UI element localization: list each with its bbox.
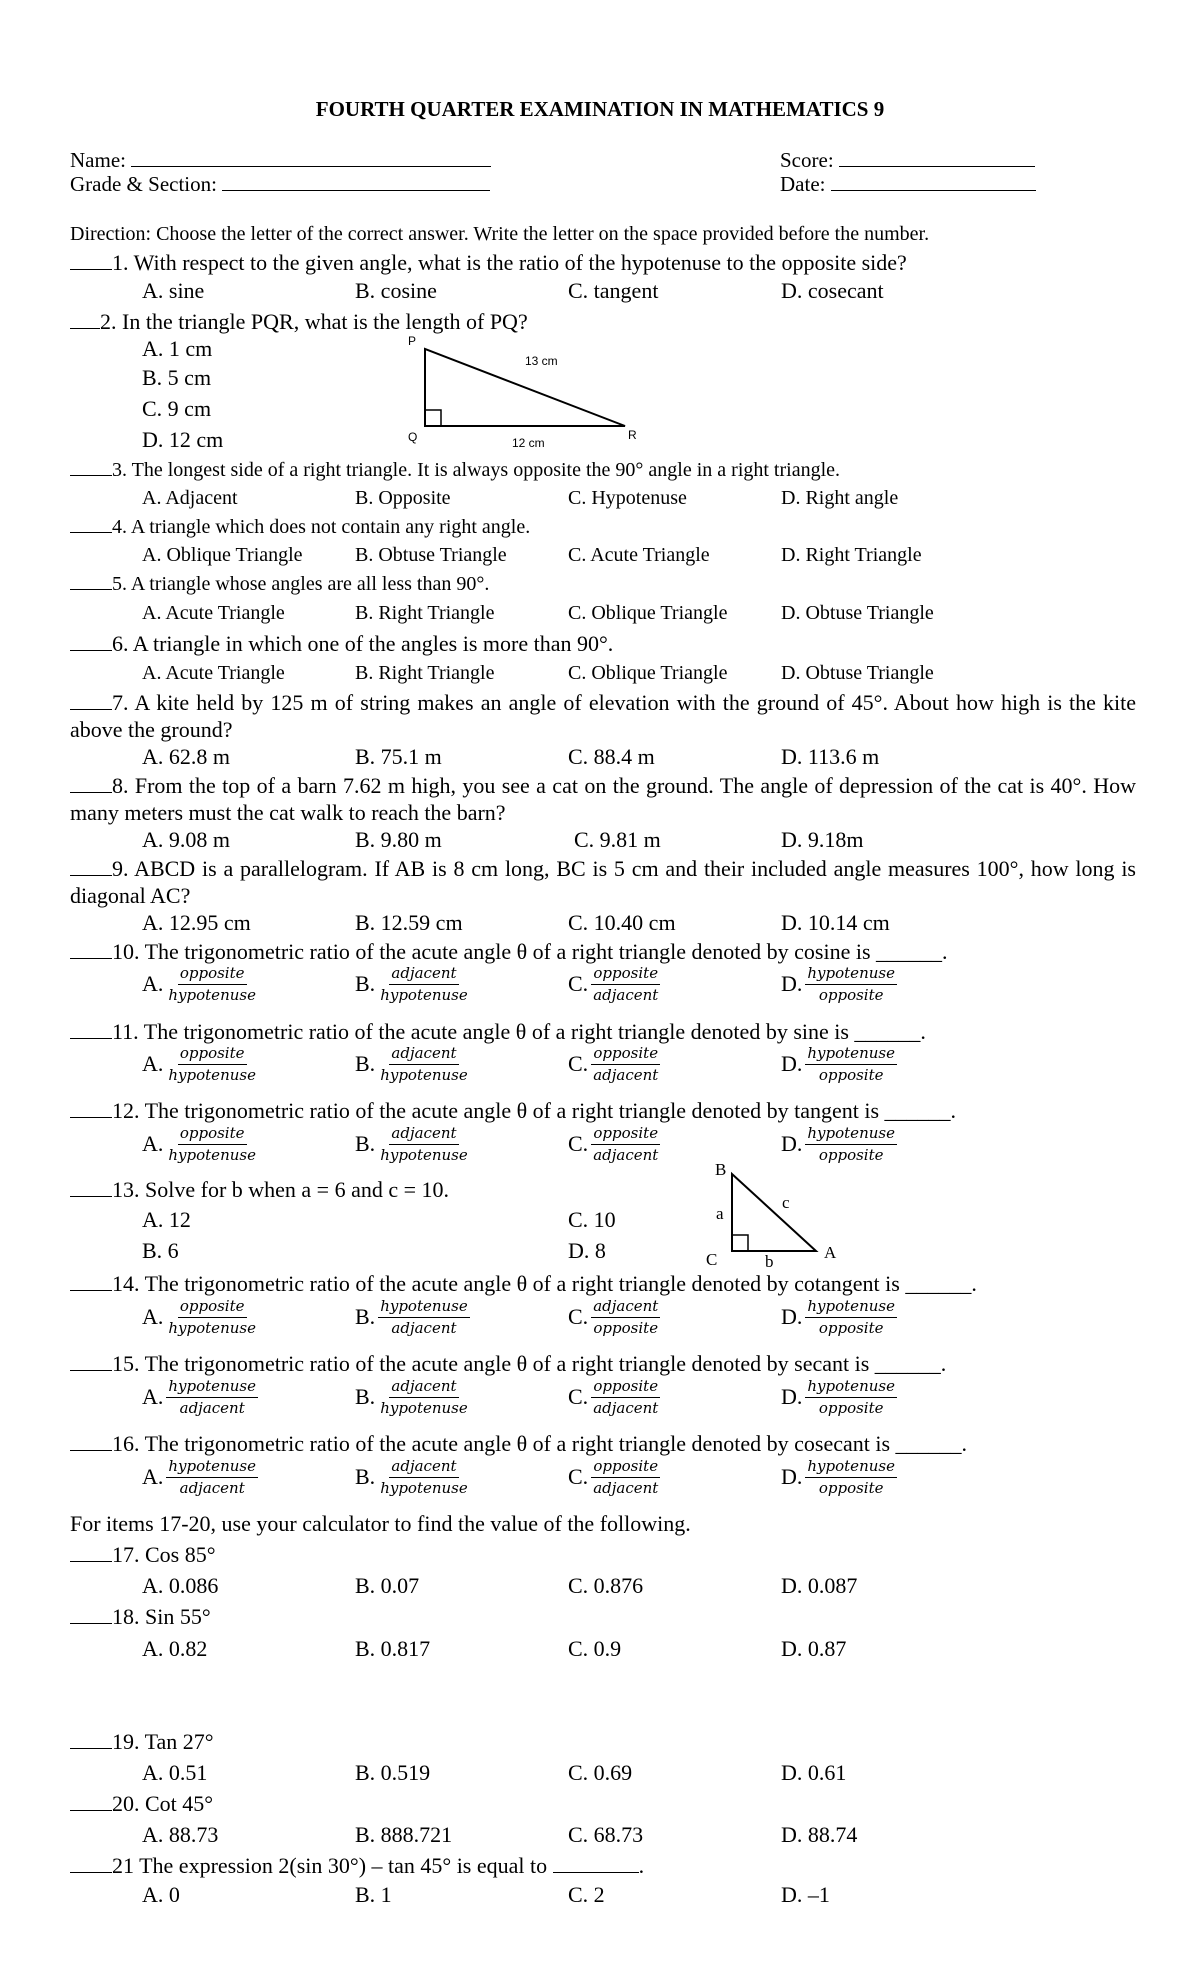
question-text: 4. A triangle which does not contain any right angle. bbox=[112, 516, 531, 538]
choice-c: C. 0.876 bbox=[568, 1573, 644, 1598]
fraction bbox=[805, 966, 897, 1003]
name-line[interactable] bbox=[131, 149, 491, 167]
denominator: adjacent bbox=[179, 1399, 245, 1417]
side-a-label: a bbox=[716, 1204, 724, 1223]
fraction bbox=[378, 1299, 470, 1336]
choice-a bbox=[142, 1299, 258, 1336]
choice-label: A. bbox=[142, 1464, 164, 1490]
fraction bbox=[591, 966, 660, 1003]
fraction bbox=[591, 1046, 660, 1083]
choice-label: C. bbox=[568, 1304, 589, 1330]
choice-label: B. bbox=[355, 1131, 376, 1157]
choice-c: C. tangent bbox=[568, 278, 659, 303]
name-field bbox=[70, 148, 491, 173]
fraction bbox=[591, 1126, 660, 1163]
choice-b: B. 9.80 m bbox=[355, 827, 442, 852]
question-text: 1. With respect to the given angle, what is the ratio of the hypotenuse to the opposite side? bbox=[112, 250, 907, 275]
answer-blank[interactable] bbox=[70, 252, 112, 270]
numerator: opposite bbox=[178, 1126, 247, 1145]
numerator: adjacent bbox=[389, 1046, 458, 1065]
denominator: opposite bbox=[818, 1146, 884, 1164]
numerator: opposite bbox=[591, 966, 660, 985]
triangle-pqr-figure bbox=[395, 333, 655, 453]
question-5 bbox=[70, 572, 1136, 596]
grade-section-field bbox=[70, 172, 490, 197]
question-text: 17. Cos 85° bbox=[112, 1542, 216, 1567]
choice-d bbox=[781, 1459, 897, 1496]
denominator: adjacent bbox=[593, 986, 659, 1004]
hypotenuse-label: 13 cm bbox=[525, 354, 558, 368]
choice-c: C. Hypotenuse bbox=[568, 487, 687, 509]
choice-c: C. 9.81 m bbox=[574, 827, 661, 852]
numerator: adjacent bbox=[389, 1379, 458, 1398]
score-line[interactable] bbox=[839, 149, 1035, 167]
question-text: 2. In the triangle PQR, what is the length of PQ? bbox=[100, 309, 528, 334]
numerator: hypotenuse bbox=[805, 1126, 897, 1145]
vertex-a-label: A bbox=[824, 1243, 837, 1262]
answer-blank[interactable] bbox=[70, 572, 112, 590]
question-6 bbox=[70, 631, 1136, 657]
choice-c bbox=[568, 1379, 660, 1416]
numerator: hypotenuse bbox=[805, 966, 897, 985]
question-text: 12. The trigonometric ratio of the acute angle θ of a right triangle denoted by tangent is ______. bbox=[112, 1098, 957, 1123]
fraction bbox=[805, 1299, 897, 1336]
side-c-label: c bbox=[782, 1193, 790, 1212]
choice-d: D. Right angle bbox=[781, 487, 899, 509]
date-label: Date: bbox=[780, 172, 826, 196]
choice-c: C. 2 bbox=[568, 1882, 605, 1907]
choice-c: C. Oblique Triangle bbox=[568, 662, 728, 684]
choice-label: C. bbox=[568, 1051, 589, 1077]
choice-b: B. Obtuse Triangle bbox=[355, 544, 507, 566]
fraction bbox=[378, 966, 470, 1003]
choice-label: C. bbox=[568, 1384, 589, 1410]
choice-b: B. 12.59 cm bbox=[355, 910, 463, 935]
choice-a: A. 0.82 bbox=[142, 1636, 208, 1661]
answer-blank[interactable] bbox=[70, 1273, 112, 1291]
denominator: adjacent bbox=[593, 1399, 659, 1417]
denominator: adjacent bbox=[593, 1066, 659, 1084]
choice-a bbox=[142, 1379, 258, 1416]
answer-blank[interactable] bbox=[70, 458, 112, 476]
question-text: 9. ABCD is a parallelogram. If AB is 8 cm long, BC is 5 cm and their included angle measures 100°, how long is diagonal AC? bbox=[70, 856, 1136, 908]
choice-b: B. 1 bbox=[355, 1882, 392, 1907]
choice-b: B. 0.817 bbox=[355, 1636, 431, 1661]
grade-section-label: Grade & Section: bbox=[70, 172, 217, 196]
question-text: 21 The expression 2(sin 30°) – tan 45° is equal to bbox=[112, 1853, 548, 1878]
choice-a: A. 0.51 bbox=[142, 1760, 208, 1785]
choice-label: D. bbox=[781, 1131, 803, 1157]
right-angle-mark bbox=[732, 1235, 748, 1251]
choice-b bbox=[355, 1299, 470, 1336]
fraction bbox=[378, 1046, 470, 1083]
choice-label: D. bbox=[781, 1464, 803, 1490]
choice-label: A. bbox=[142, 1131, 164, 1157]
question-text: 20. Cot 45° bbox=[112, 1791, 214, 1816]
choice-label: B. bbox=[355, 1051, 376, 1077]
triangle-abc-figure bbox=[700, 1158, 860, 1270]
choice-a: A. Oblique Triangle bbox=[142, 544, 303, 566]
choice-c: C. Acute Triangle bbox=[568, 544, 710, 566]
numerator: hypotenuse bbox=[805, 1046, 897, 1065]
denominator: hypotenuse bbox=[380, 1146, 468, 1164]
choice-a bbox=[142, 966, 258, 1003]
numerator: hypotenuse bbox=[378, 1299, 470, 1318]
denominator: adjacent bbox=[593, 1146, 659, 1164]
answer-blank[interactable] bbox=[70, 515, 112, 533]
question-20 bbox=[70, 1791, 1136, 1817]
date-field bbox=[780, 172, 1036, 197]
numerator: hypotenuse bbox=[805, 1299, 897, 1318]
question-text: 13. Solve for b when a = 6 and c = 10. bbox=[112, 1177, 450, 1202]
numerator: opposite bbox=[591, 1459, 660, 1478]
choice-a: A. Acute Triangle bbox=[142, 662, 285, 684]
choice-b: B. 0.519 bbox=[355, 1760, 431, 1785]
calculator-instruction: For items 17-20, use your calculator to find the value of the following. bbox=[70, 1511, 691, 1536]
fraction bbox=[378, 1459, 470, 1496]
choice-label: C. bbox=[568, 971, 589, 997]
answer-blank[interactable] bbox=[70, 692, 112, 710]
choice-label: D. bbox=[781, 1384, 803, 1410]
choice-b: B. Right Triangle bbox=[355, 662, 495, 684]
choice-c: C. 0.9 bbox=[568, 1636, 622, 1661]
choice-a: A. 88.73 bbox=[142, 1822, 219, 1847]
choice-a: A. sine bbox=[142, 278, 205, 303]
vertex-c-label: C bbox=[706, 1250, 718, 1269]
choice-c bbox=[568, 966, 660, 1003]
question-text: 14. The trigonometric ratio of the acute angle θ of a right triangle denoted by cotangent is ______. bbox=[112, 1271, 977, 1296]
choice-c: C. 0.69 bbox=[568, 1760, 633, 1785]
numerator: adjacent bbox=[389, 1459, 458, 1478]
answer-blank[interactable] bbox=[70, 858, 112, 876]
date-line[interactable] bbox=[831, 173, 1036, 191]
answer-blank[interactable] bbox=[70, 633, 112, 651]
choice-a: A. 9.08 m bbox=[142, 827, 230, 852]
question-text: 19. Tan 27° bbox=[112, 1729, 214, 1754]
choice-d: D. 88.74 bbox=[781, 1822, 858, 1847]
choice-label: B. bbox=[355, 1384, 376, 1410]
choice-d: D. cosecant bbox=[781, 278, 884, 303]
answer-blank[interactable] bbox=[70, 1353, 112, 1371]
choice-c bbox=[568, 1126, 660, 1163]
question-text: 18. Sin 55° bbox=[112, 1604, 211, 1629]
score-label: Score: bbox=[780, 148, 834, 172]
choice-label: A. bbox=[142, 1304, 164, 1330]
fraction bbox=[166, 966, 258, 1003]
question-4 bbox=[70, 515, 1136, 539]
question-13 bbox=[70, 1177, 1136, 1203]
denominator: opposite bbox=[818, 1479, 884, 1497]
choice-c bbox=[568, 1046, 660, 1083]
denominator: adjacent bbox=[391, 1319, 457, 1337]
choice-label: A. bbox=[142, 1384, 164, 1410]
denominator: opposite bbox=[818, 1066, 884, 1084]
numerator: adjacent bbox=[389, 1126, 458, 1145]
choice-b: B. 0.07 bbox=[355, 1573, 420, 1598]
vertex-p-label: P bbox=[408, 334, 417, 348]
choice-d: D. Right Triangle bbox=[781, 544, 922, 566]
question-11 bbox=[70, 1019, 1136, 1045]
answer-blank[interactable] bbox=[70, 1179, 112, 1197]
choice-a bbox=[142, 1459, 258, 1496]
question-8 bbox=[70, 772, 1136, 826]
right-angle-mark bbox=[425, 410, 441, 426]
denominator: opposite bbox=[593, 1319, 659, 1337]
question-7 bbox=[70, 689, 1136, 743]
denominator: opposite bbox=[818, 1399, 884, 1417]
fraction bbox=[805, 1046, 897, 1083]
choice-d bbox=[781, 966, 897, 1003]
numerator: hypotenuse bbox=[166, 1459, 258, 1478]
choice-a bbox=[142, 1046, 258, 1083]
choice-d: D. 0.087 bbox=[781, 1573, 858, 1598]
choice-b: B. 6 bbox=[142, 1238, 179, 1263]
question-19 bbox=[70, 1729, 1136, 1755]
choice-d: D. 9.18m bbox=[781, 827, 864, 852]
fraction bbox=[591, 1299, 660, 1336]
denominator: hypotenuse bbox=[380, 986, 468, 1004]
choice-label: C. bbox=[568, 1464, 589, 1490]
choice-c: C. 9 cm bbox=[142, 396, 212, 421]
fill-in-blank[interactable] bbox=[553, 1855, 639, 1873]
denominator: hypotenuse bbox=[168, 1319, 256, 1337]
question-text: 10. The trigonometric ratio of the acute angle θ of a right triangle denoted by cosine is ______. bbox=[112, 939, 948, 964]
base-label: 12 cm bbox=[512, 436, 545, 450]
fraction bbox=[805, 1379, 897, 1416]
choice-label: A. bbox=[142, 971, 164, 997]
choice-b bbox=[355, 966, 470, 1003]
question-text: 11. The trigonometric ratio of the acute angle θ of a right triangle denoted by sine is ______. bbox=[112, 1019, 926, 1044]
exam-title: FOURTH QUARTER EXAMINATION IN MATHEMATICS 9 bbox=[315, 97, 885, 121]
choice-d: D. 0.87 bbox=[781, 1636, 847, 1661]
vertex-b-label: B bbox=[715, 1160, 727, 1179]
answer-blank[interactable] bbox=[70, 1433, 112, 1451]
question-17 bbox=[70, 1542, 1136, 1568]
question-text: 5. A triangle whose angles are all less than 90°. bbox=[112, 573, 490, 595]
choice-a: A. 1 cm bbox=[142, 336, 213, 361]
answer-blank[interactable] bbox=[70, 1021, 112, 1039]
question-text: 7. A kite held by 125 m of string makes an angle of elevation with the ground of 45°. About how high is the kite above the ground? bbox=[70, 690, 1136, 742]
grade-section-line[interactable] bbox=[222, 173, 490, 191]
choice-d: D. 10.14 cm bbox=[781, 910, 890, 935]
question-10 bbox=[70, 939, 1136, 965]
denominator: hypotenuse bbox=[168, 986, 256, 1004]
fraction bbox=[378, 1126, 470, 1163]
question-16 bbox=[70, 1431, 1136, 1457]
answer-blank[interactable] bbox=[70, 775, 112, 793]
choice-c: C. 88.4 m bbox=[568, 744, 655, 769]
choice-label: B. bbox=[355, 1304, 376, 1330]
question-text: 15. The trigonometric ratio of the acute angle θ of a right triangle denoted by secant is ______. bbox=[112, 1351, 947, 1376]
numerator: opposite bbox=[591, 1126, 660, 1145]
fraction bbox=[805, 1459, 897, 1496]
denominator: opposite bbox=[818, 986, 884, 1004]
numerator: adjacent bbox=[591, 1299, 660, 1318]
choice-d: D. 8 bbox=[568, 1238, 606, 1263]
choice-b bbox=[355, 1379, 470, 1416]
denominator: adjacent bbox=[179, 1479, 245, 1497]
answer-blank[interactable] bbox=[70, 311, 100, 329]
choice-d: D. Obtuse Triangle bbox=[781, 602, 934, 624]
choice-b: B. 888.721 bbox=[355, 1822, 453, 1847]
choice-label: D. bbox=[781, 971, 803, 997]
choice-d: D. 113.6 m bbox=[781, 744, 880, 769]
choice-b: B. cosine bbox=[355, 278, 437, 303]
answer-blank[interactable] bbox=[70, 1731, 112, 1749]
answer-blank[interactable] bbox=[70, 1100, 112, 1118]
side-b-label: b bbox=[765, 1252, 774, 1270]
question-1 bbox=[70, 250, 1136, 276]
numerator: opposite bbox=[591, 1379, 660, 1398]
fraction bbox=[166, 1459, 258, 1496]
choice-c: C. 68.73 bbox=[568, 1822, 644, 1847]
answer-blank[interactable] bbox=[70, 1606, 112, 1624]
choice-d: D. –1 bbox=[781, 1882, 830, 1907]
choice-label: D. bbox=[781, 1051, 803, 1077]
choice-label: D. bbox=[781, 1304, 803, 1330]
question-text: 16. The trigonometric ratio of the acute angle θ of a right triangle denoted by cosecant is ______. bbox=[112, 1431, 968, 1456]
question-end-period: . bbox=[638, 1853, 645, 1878]
choice-a: A. Acute Triangle bbox=[142, 602, 285, 624]
choice-b bbox=[355, 1459, 470, 1496]
choice-label: C. bbox=[568, 1131, 589, 1157]
fraction bbox=[378, 1379, 470, 1416]
fraction bbox=[166, 1046, 258, 1083]
name-label: Name: bbox=[70, 148, 126, 172]
choice-a: A. 62.8 m bbox=[142, 744, 230, 769]
vertex-q-label: Q bbox=[408, 430, 418, 444]
answer-blank[interactable] bbox=[70, 941, 112, 959]
vertex-r-label: R bbox=[628, 428, 637, 442]
choice-c bbox=[568, 1299, 660, 1336]
choice-c bbox=[568, 1459, 660, 1496]
question-12 bbox=[70, 1098, 1136, 1124]
answer-blank[interactable] bbox=[70, 1544, 112, 1562]
answer-blank[interactable] bbox=[70, 1855, 112, 1873]
choice-a: A. 12 bbox=[142, 1207, 191, 1232]
fraction bbox=[166, 1126, 258, 1163]
choice-a: A. Adjacent bbox=[142, 487, 238, 509]
numerator: opposite bbox=[591, 1046, 660, 1065]
numerator: opposite bbox=[178, 966, 247, 985]
choice-b bbox=[355, 1046, 470, 1083]
numerator: hypotenuse bbox=[805, 1379, 897, 1398]
denominator: adjacent bbox=[593, 1479, 659, 1497]
question-text: 8. From the top of a barn 7.62 m high, you see a cat on the ground. The angle of depression of the cat is 40°. How many meters must the cat walk to reach the barn? bbox=[70, 773, 1136, 825]
denominator: hypotenuse bbox=[168, 1146, 256, 1164]
choice-a bbox=[142, 1126, 258, 1163]
choice-label: B. bbox=[355, 971, 376, 997]
numerator: adjacent bbox=[389, 966, 458, 985]
choice-c: C. 10.40 cm bbox=[568, 910, 676, 935]
denominator: hypotenuse bbox=[380, 1479, 468, 1497]
choice-b: B. 5 cm bbox=[142, 365, 212, 390]
question-14 bbox=[70, 1271, 1136, 1297]
directions: Direction: Choose the letter of the correct answer. Write the letter on the space provided before the number. bbox=[70, 223, 930, 245]
numerator: hypotenuse bbox=[166, 1379, 258, 1398]
denominator: hypotenuse bbox=[380, 1066, 468, 1084]
score-field bbox=[780, 148, 1035, 173]
denominator: hypotenuse bbox=[168, 1066, 256, 1084]
question-3 bbox=[70, 458, 1136, 482]
numerator: opposite bbox=[178, 1046, 247, 1065]
choice-b: B. 75.1 m bbox=[355, 744, 442, 769]
fraction bbox=[591, 1459, 660, 1496]
choice-c: C. Oblique Triangle bbox=[568, 602, 728, 624]
question-9 bbox=[70, 855, 1136, 909]
question-21 bbox=[70, 1853, 1136, 1879]
question-text: 3. The longest side of a right triangle. It is always opposite the 90° angle in a right triangle. bbox=[112, 459, 841, 481]
fraction bbox=[166, 1299, 258, 1336]
answer-blank[interactable] bbox=[70, 1793, 112, 1811]
numerator: opposite bbox=[178, 1299, 247, 1318]
choice-c: C. 10 bbox=[568, 1207, 616, 1232]
choice-a: A. 0.086 bbox=[142, 1573, 219, 1598]
choice-label: B. bbox=[355, 1464, 376, 1490]
choice-label: A. bbox=[142, 1051, 164, 1077]
question-text: 6. A triangle in which one of the angles is more than 90°. bbox=[112, 631, 614, 656]
question-15 bbox=[70, 1351, 1136, 1377]
choice-b: B. Opposite bbox=[355, 487, 451, 509]
denominator: hypotenuse bbox=[380, 1399, 468, 1417]
choice-b: B. Right Triangle bbox=[355, 602, 495, 624]
choice-a: A. 12.95 cm bbox=[142, 910, 251, 935]
choice-d bbox=[781, 1379, 897, 1416]
choice-b bbox=[355, 1126, 470, 1163]
denominator: opposite bbox=[818, 1319, 884, 1337]
choice-d: D. Obtuse Triangle bbox=[781, 662, 934, 684]
question-18 bbox=[70, 1604, 1136, 1630]
choice-a: A. 0 bbox=[142, 1882, 180, 1907]
numerator: hypotenuse bbox=[805, 1459, 897, 1478]
choice-d bbox=[781, 1046, 897, 1083]
choice-d: D. 12 cm bbox=[142, 427, 224, 452]
choice-d bbox=[781, 1299, 897, 1336]
fraction bbox=[591, 1379, 660, 1416]
choice-d: D. 0.61 bbox=[781, 1760, 847, 1785]
question-2 bbox=[70, 309, 1136, 335]
triangle-abc bbox=[732, 1174, 816, 1251]
fraction bbox=[166, 1379, 258, 1416]
